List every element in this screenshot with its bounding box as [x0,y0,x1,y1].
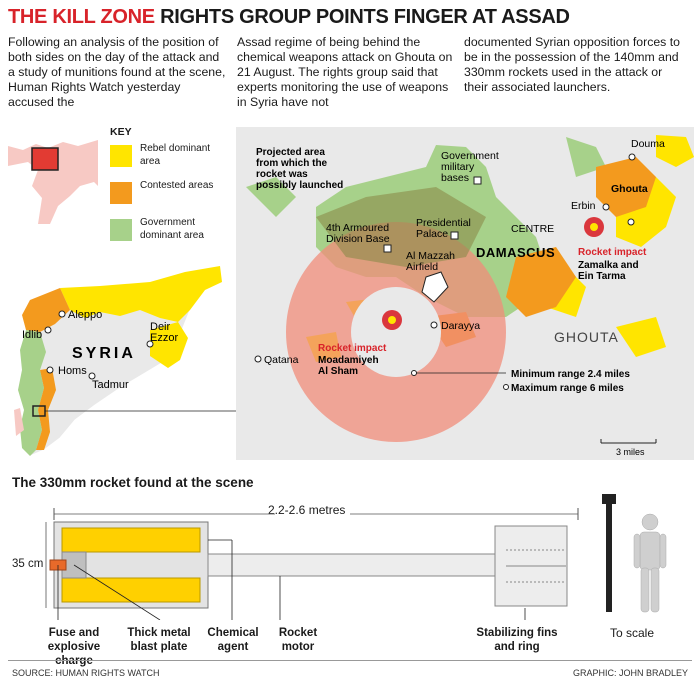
part-chemical-agent: Chemical agent [207,627,259,653]
scale-figure [594,492,684,620]
label-douma: Douma [631,138,665,150]
key-contested-label: Contested areas [140,180,214,191]
label-projected: Projected area from which the rocket was possibly launched [256,147,344,191]
headline-prefix: THE KILL ZONE [8,6,155,28]
label-moadamiyeh: Moadamiyeh Al Sham [318,355,379,377]
chemical-agent-upper [62,528,200,552]
key-title: KEY [110,126,132,138]
footer-rule [8,660,692,661]
part-fuse: Fuse and explosive charge [47,627,101,667]
label-min-range: Minimum range 2.4 miles [511,369,630,380]
intro-column-3: documented Syrian opposition forces to be in the possession of the 140mm and 330mm rockets used in the attack or their associated launchers. [464,35,681,94]
footer-graphic: GRAPHIC: JOHN BRADLEY [572,668,688,678]
rocket-title: The 330mm rocket found at the scene [12,475,254,490]
headline-rest: RIGHTS GROUP POINTS FINGER AT ASSAD [160,6,570,28]
city-tadmur: Tadmur [92,379,129,391]
damascus-map [236,127,694,460]
label-centre: CENTRE [511,223,555,235]
headline [8,6,570,29]
city-deir-ezzor: Deir Ezzor [150,321,179,344]
label-max-range: Maximum range 6 miles [511,383,624,394]
city-idlib: Idlib [22,329,43,341]
chemical-agent-lower [62,578,200,602]
label-impact-east: Rocket impact [578,247,647,258]
label-qatana: Qatana [264,354,299,366]
scale-label: 3 miles [616,447,645,457]
government-swatch [110,219,132,241]
rebel-swatch [110,145,132,167]
label-ghouta-town: Ghouta [611,183,648,195]
label-zamalka: Zamalka and Ein Tarma [578,260,639,282]
rocket-length: 2.2-2.6 metres [268,503,346,517]
intro-column-2: Assad regime of being behind the chemical weapons attack on Ghouta on 21 August. The rights group said that experts monitoring the use of weapons in Syria have not [237,35,453,109]
city-homs: Homs [58,365,87,377]
label-palace: Presidential Palace [416,217,471,240]
label-mazzah: Al Mazzah Airfield [406,250,456,273]
rocket-diagram [40,500,590,620]
contested-swatch [110,182,132,204]
part-fins: Stabilizing fins and ring [476,627,558,653]
country-label: SYRIA [72,345,136,362]
label-impact-west: Rocket impact [318,343,387,354]
label-armoured: 4th Armoured Division Base [326,222,390,245]
to-scale-label: To scale [610,626,655,640]
part-rocket-motor: Rocket motor [278,627,318,653]
label-damascus: DAMASCUS [476,245,556,260]
label-erbin: Erbin [571,200,596,212]
label-gov-bases: Government military bases [441,150,499,184]
locator-highlight [32,148,58,170]
label-darayya: Darayya [441,320,481,332]
city-aleppo: Aleppo [68,309,103,321]
footer-source: SOURCE: HUMAN RIGHTS WATCH [12,668,160,678]
label-ghouta-region: GHOUTA [554,329,619,345]
part-blast-plate: Thick metal blast plate [127,627,191,653]
rocket-scale-bar [606,494,612,612]
syria-map [0,260,236,460]
regional-locator-map [8,126,98,224]
rocket-motor-tube [208,554,508,576]
human-silhouette [634,514,666,612]
rocket-diameter: 35 cm [12,558,44,570]
key-government-label: Government dominant area [140,217,204,241]
intro-column-1: Following an analysis of the position of both sides on the day of the attack and a study of munitions found at the scene, Human Rights Watch yesterday accused the [8,35,226,109]
key-rebel-label: Rebel dominant area [140,143,211,167]
